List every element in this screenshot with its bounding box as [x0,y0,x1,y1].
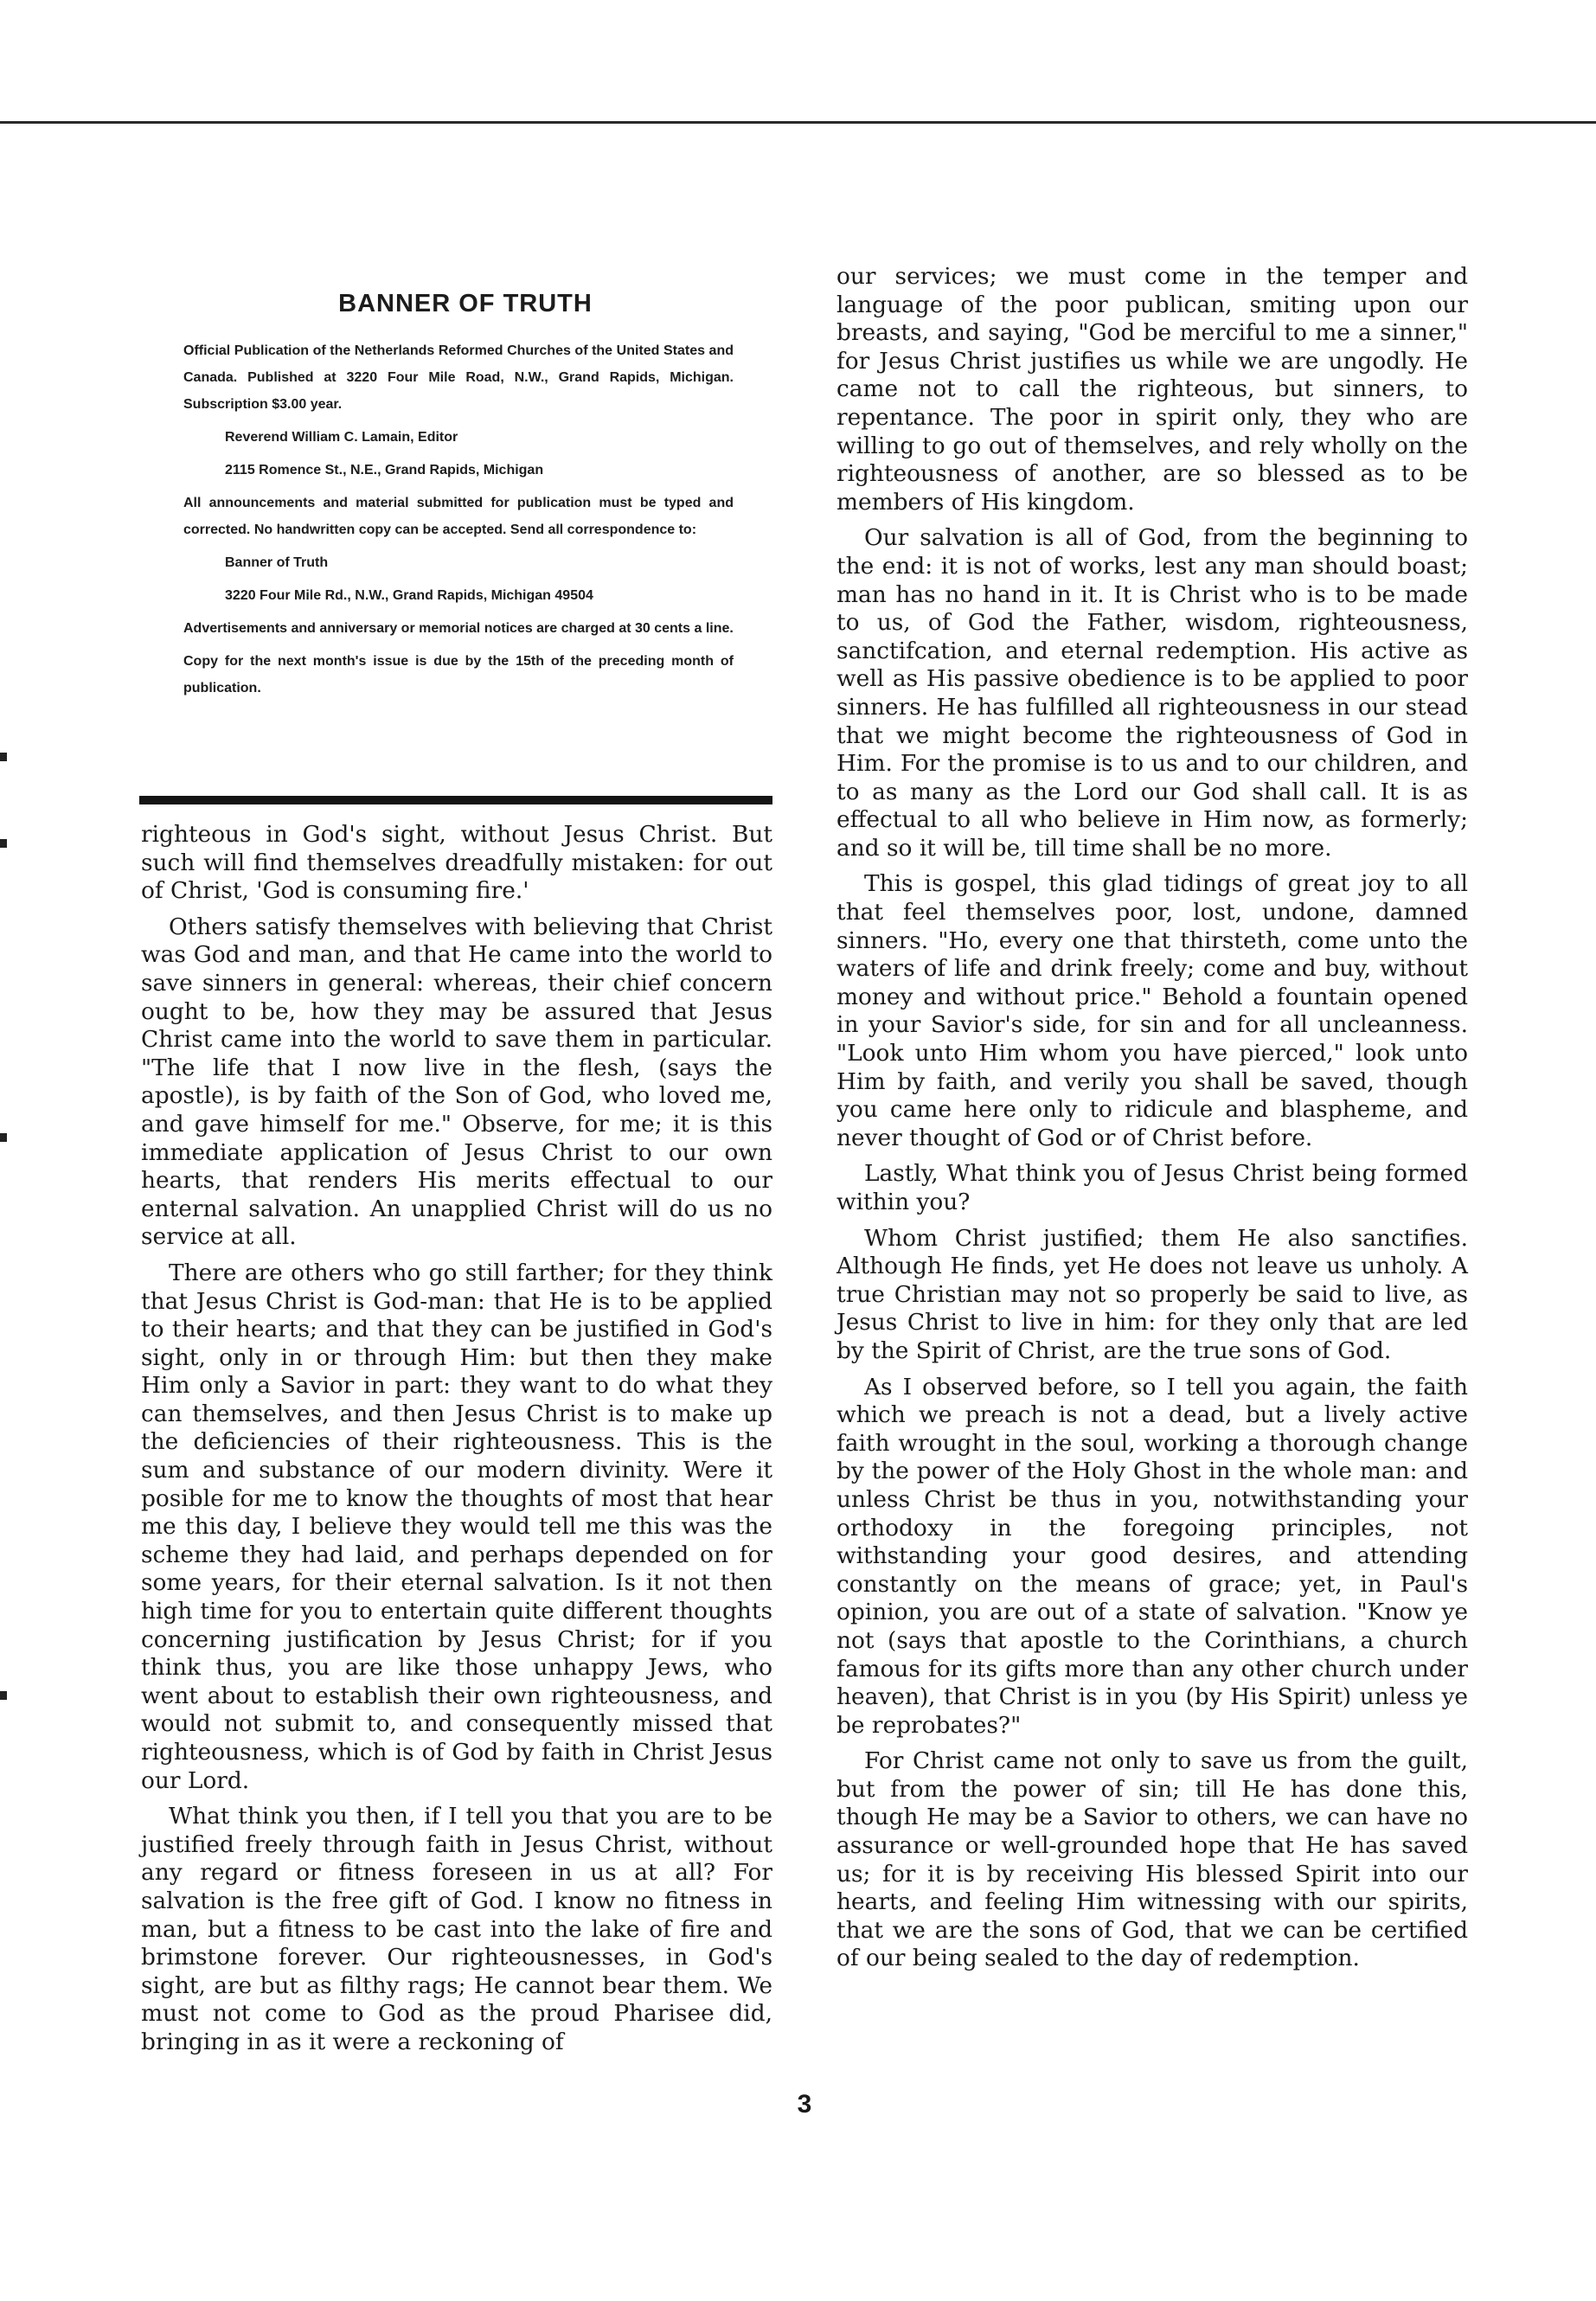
advertisements-note: Advertisements and anniversary or memorial notices are charged at 30 cents a line. [183,621,734,636]
top-rule [0,121,1596,124]
paragraph: Others satisfy themselves with believing that Christ was God and man, and that He came into the world to save sinners in general: whereas, their chief concern ought to be, how they may be assured that Jesus Christ came into the world to save them in particular. "The life that I now live in the flesh, (says the apostle), is by faith of the Son of God, who loved me, and gave himself for me." Observe, for me; it is this immediate application of Jesus Christ to our own hearts, that renders His merits effectual to our enternal salvation. An unapplied Christ will do us no service at all. [141,913,772,1251]
margin-mark [0,839,7,848]
submission-note: All announcements and material submitted for publication must be typed and corrected. No handwritten copy can be accepted. Send all correspondence to: [183,496,734,537]
correspondence-address: 3220 Four Mile Rd., N.W., Grand Rapids, Michigan 49504 [225,588,593,603]
editor-name: Reverend William C. Lamain, Editor [225,430,458,445]
correspondence-name: Banner of Truth [225,555,329,570]
paragraph: There are others who go still farther; for they think that Jesus Christ is God-man: that He is to be applied to their hearts; and that they can be justified in God's sight, only in or through Him: but then they make Him only a Savior in part: they want to do what they can themselves, and then Jesus Christ is to make up the deficiencies of their righteousness. This is the sum and substance of our modern divinity. Were it posible for me to know the thoughts of most that hear me this day, I believe they would tell me this was the scheme they had laid, and perhaps depended on for some years, for their eternal salvation. Is it not then high time for you to entertain quite different thoughts concerning justification by Jesus Christ; for if you think thus, you are like those unhappy Jews, who went about to establish their own righteousness, and would not submit to, and consequently missed that righteousness, which is of God by faith in Christ Jesus our Lord. [141,1259,772,1794]
paragraph: This is gospel, this glad tidings of great joy to all that feel themselves poor, lost, undone, damned sinners. "Ho, every one that thirsteth, come unto the waters of life and drink freely; come and buy, without money and without price." Behold a fountain opened in your Savior's side, for sin and for all uncleanness. "Look unto Him whom you have pierced," look unto Him by faith, and verily you shall be saved, though you came here only to ridicule and blaspheme, and never thought of God or of Christ before. [836,870,1468,1151]
paragraph: our services; we must come in the temper and language of the poor publican, smiting upon our breasts, and saying, "God be merciful to me a sinner," for Jesus Christ justifies us while we are ungodly. He came not to call the righteous, but sinners, to repentance. The poor in spirit only, they who are willing to go out of themselves, and rely wholly on the righteousness of another, are so blessed as to be members of His kingdom. [836,263,1468,516]
paragraph: For Christ came not only to save us from the guilt, but from the power of sin; till He has done this, though He may be a Savior to others, we can have no assurance or well-grounded hope that He has saved us; for it is by receiving His blessed Spirit into our hearts, and feeling Him witnessing with our spirits, that we are the sons of God, that we can be certified of our being sealed to the day of redemption. [836,1747,1468,1972]
editor-address: 2115 Romence St., N.E., Grand Rapids, Michigan [225,463,544,478]
left-column [141,821,772,2065]
paragraph: Lastly, What think you of Jesus Christ being formed within you? [836,1160,1468,1215]
paragraph: What think you then, if I tell you that you are to be justified freely through faith in Jesus Christ, without any regard or fitness foreseen in us at all? For salvation is the free gift of God. I know no fitness in man, but a fitness to be cast into the lake of fire and brimstone forever. Our righteousnesses, in God's sight, are but as filthy rags; He cannot bear them. We must not come to God as the proud Pharisee did, bringing in as it were a reckoning of [141,1803,772,2055]
page-number: 3 [797,2090,812,2118]
deadline-note: Copy for the next month's issue is due by the 15th of the preceding month of publication. [183,654,734,695]
paragraph: Our salvation is all of God, from the beginning to the end: it is not of works, lest any man should boast; man has no hand in it. It is Christ who is to be made to us, of God the Father, wisdom, righteousness, sanctifcation, and eternal redemption. His active as well as His passive obedience is to be applied to poor sinners. He has fulfilled all righteousness in our stead that we might become the righteousness of God in Him. For the promise is to us and to our children, and to as many as the Lord our God shall call. It is as effectual to all who believe in Him now, as formerly; and so it will be, till time shall be no more. [836,524,1468,862]
margin-mark [0,753,7,761]
margin-mark [0,1133,7,1142]
paragraph: As I observed before, so I tell you again, the faith which we preach is not a dead, but a lively active faith wrought in the soul, working a thorough change by the power of the Holy Ghost in the whole man: and unless Christ be thus in you, notwithstanding your orthodoxy in the foregoing principles, not withstanding your good desires, and attending constantly on the means of grace; yet, in Paul's opinion, you are out of a state of salvation. "Know ye not (says that apostle to the Corinthians, a church famous for its gifts more than any other church under heaven), that Christ is in you (by His Spirit) unless ye be reprobates?" [836,1373,1468,1739]
masthead [145,290,734,708]
masthead-divider [139,796,772,804]
publication-info: Official Publication of the Netherlands Reformed Churches of the United States and Canada. Published at 3220 Four Mile Road, N.W., Grand Rapids, Michigan. Subscription $3.00 year. [183,343,734,412]
masthead-title: BANNER OF TRUTH [338,290,593,317]
margin-mark [0,1691,7,1700]
right-column [836,263,1468,1981]
paragraph: righteous in God's sight, without Jesus Christ. But such will find themselves dreadfully mistaken: for out of Christ, 'God is consuming fire.' [141,821,772,905]
paragraph: Whom Christ justified; them He also sanctifies. Although He finds, yet He does not leave us unholy. A true Christian may not so properly be said to live, as Jesus Christ to live in him: for they only that are led by the Spirit of Christ, are the true sons of God. [836,1224,1468,1364]
